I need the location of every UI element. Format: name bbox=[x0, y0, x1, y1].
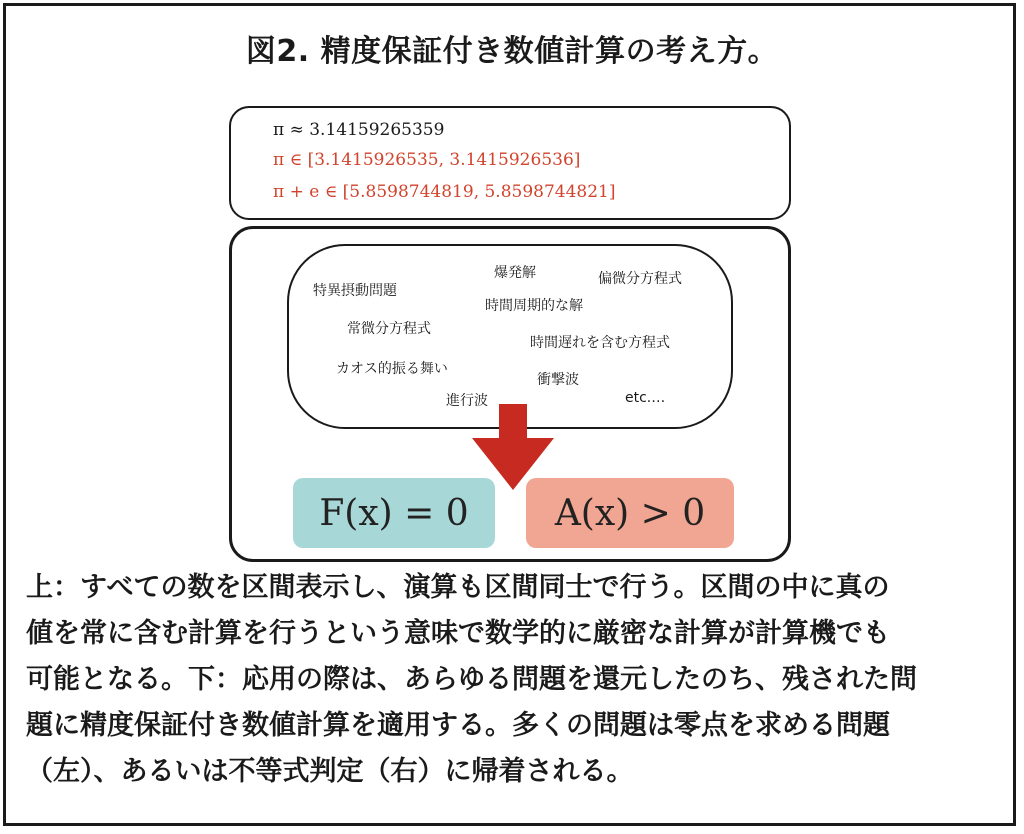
zero-finding-box bbox=[293, 478, 495, 548]
interval-pi-equation: π ∈ [3.1415926535, 3.1415926536] bbox=[273, 150, 581, 170]
problem-traveling-wave: 進行波 bbox=[446, 393, 488, 409]
problem-chaos: カオス的振る舞い bbox=[336, 361, 448, 377]
figure-title: 図2. 精度保証付き数値計算の考え方。 bbox=[245, 34, 779, 69]
problem-blow-up: 爆発解 bbox=[494, 265, 536, 281]
caption-line: 題に精度保証付き数値計算を適用する。多くの問題は零点を求める問題 bbox=[26, 710, 890, 741]
problem-ode: 常微分方程式 bbox=[347, 321, 431, 337]
problem-periodic-solution: 時間周期的な解 bbox=[485, 298, 583, 314]
caption-line: 可能となる。下：応用の際は、あらゆる問題を還元したのち、残された問 bbox=[26, 664, 917, 695]
problem-pde: 偏微分方程式 bbox=[598, 271, 682, 287]
interval-examples-box bbox=[229, 106, 791, 220]
problem-singular-perturbation: 特異摂動問題 bbox=[313, 283, 397, 299]
inequality-formula: A(x) > 0 bbox=[554, 492, 706, 534]
problem-shock-wave: 衝撃波 bbox=[537, 372, 579, 388]
caption-line: 値を常に含む計算を行うという意味で数学的に厳密な計算が計算機でも bbox=[26, 618, 890, 649]
approx-pi-equation: π ≈ 3.14159265359 bbox=[273, 120, 445, 140]
figure-caption bbox=[26, 565, 1001, 795]
caption-line: 上：すべての数を区間表示し、演算も区間同士で行う。区間の中に真の bbox=[26, 572, 890, 603]
zero-finding-formula: F(x) = 0 bbox=[319, 492, 469, 534]
problem-etc: etc.… bbox=[625, 390, 666, 406]
caption-line: （左）、あるいは不等式判定（右）に帰着される。 bbox=[26, 756, 634, 787]
interval-pi-plus-e-equation: π + e ∈ [5.8598744819, 5.8598744821] bbox=[273, 182, 616, 202]
problem-delay-equation: 時間遅れを含む方程式 bbox=[530, 335, 670, 351]
inequality-box bbox=[526, 478, 734, 548]
